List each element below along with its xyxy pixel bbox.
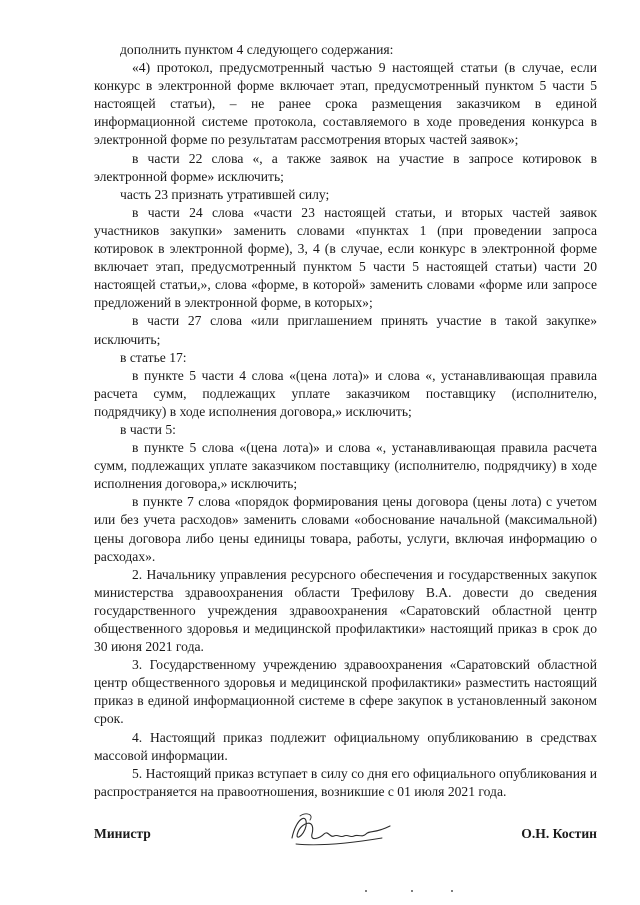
paragraph-9: в части 5: (120, 421, 176, 437)
paragraph-6: в части 27 слова «или приглашением принять участие в такой закупке» исключить; (94, 313, 597, 347)
paragraph-15: 5. Настоящий приказ вступает в силу со дня его официального опубликования и распространяется на правоотношения, возникшие с 01 июля 2021 года. (94, 765, 597, 799)
signatory-position: Министр (94, 826, 151, 841)
document-body (94, 41, 597, 801)
scan-artifacts (360, 888, 480, 894)
signature-block (94, 820, 597, 860)
paragraph-12: 2. Начальнику управления ресурсного обеспечения и государственных закупок министерства здравоохранения области Трефилову В.А. довести до сведения государственного учреждения здравоохранения «Саратовский областной центр общественного здоровья и медицинской профилактики» настоящий приказ в срок до 30 июня 2021 года. (94, 566, 597, 655)
paragraph-13: 3. Государственному учреждению здравоохранения «Саратовский областной центр общественного здоровья и медицинской профилактики» разместить настоящий приказ в единой информационной системе в сфере закупок в установленный законом срок. (94, 657, 597, 727)
paragraph-1: дополнить пунктом 4 следующего содержания: (120, 42, 394, 57)
signatory-name: О.Н. Костин (521, 826, 597, 841)
paragraph-8: в пункте 5 части 4 слова «(цена лота)» и слова «, устанавливающая правила расчета сумм, подлежащих уплате заказчиком поставщику (исполнителю, подрядчику) в ходе исполнения договора,» исключить; (94, 367, 597, 419)
handwritten-signature (286, 808, 396, 856)
paragraph-10: в пункте 5 слова «(цена лота)» и слова «, устанавливающая правила расчета сумм, подлежащих уплате заказчиком поставщику (исполнителю, подрядчику) в ходе исполнения договора,» исключить; (94, 440, 597, 492)
paragraph-14: 4. Настоящий приказ подлежит официальному опубликованию в средствах массовой информации. (94, 729, 597, 763)
paragraph-7: в статье 17: (120, 349, 187, 365)
paragraph-5: в части 24 слова «части 23 настоящей статьи, и вторых частей заявок участников закупки» заменить словами «пунктах 1 (при проведении запроса котировок в электронной форме), 3, 4 (в случае, если конкурс в электронной форме включает этап, предусмотренный пунктом 5 части 5 настоящей статьи) части 20 настоящей статьи,», слова «форме, в которой» заменить словами «форме или запросе предложений в электронной форме, в которых»; (94, 204, 597, 311)
paragraph-3: в части 22 слова «, а также заявок на участие в запросе котировок в электронной форме» исключить; (94, 150, 597, 184)
paragraph-11: в пункте 7 слова «порядок формирования цены договора (цены лота) с учетом или без учета расходов» заменить словами «обоснование начальной (максимальной) цены договора либо цены единицы товара, работы, услуги, включая информацию о расходах». (94, 494, 597, 564)
paragraph-4: часть 23 признать утратившей силу; (120, 186, 330, 202)
paragraph-2: «4) протокол, предусмотренный частью 9 настоящей статьи (в случае, если конкурс в электронной форме включает этап, предусмотренный пунктом 5 части 5 настоящей статьи), – не ранее срока размещения заказчиком в единой информационной системе протокола, составляемого в ходе проведения конкурса в электронной форме по результатам рассмотрения вторых частей заявок»; (94, 60, 597, 148)
